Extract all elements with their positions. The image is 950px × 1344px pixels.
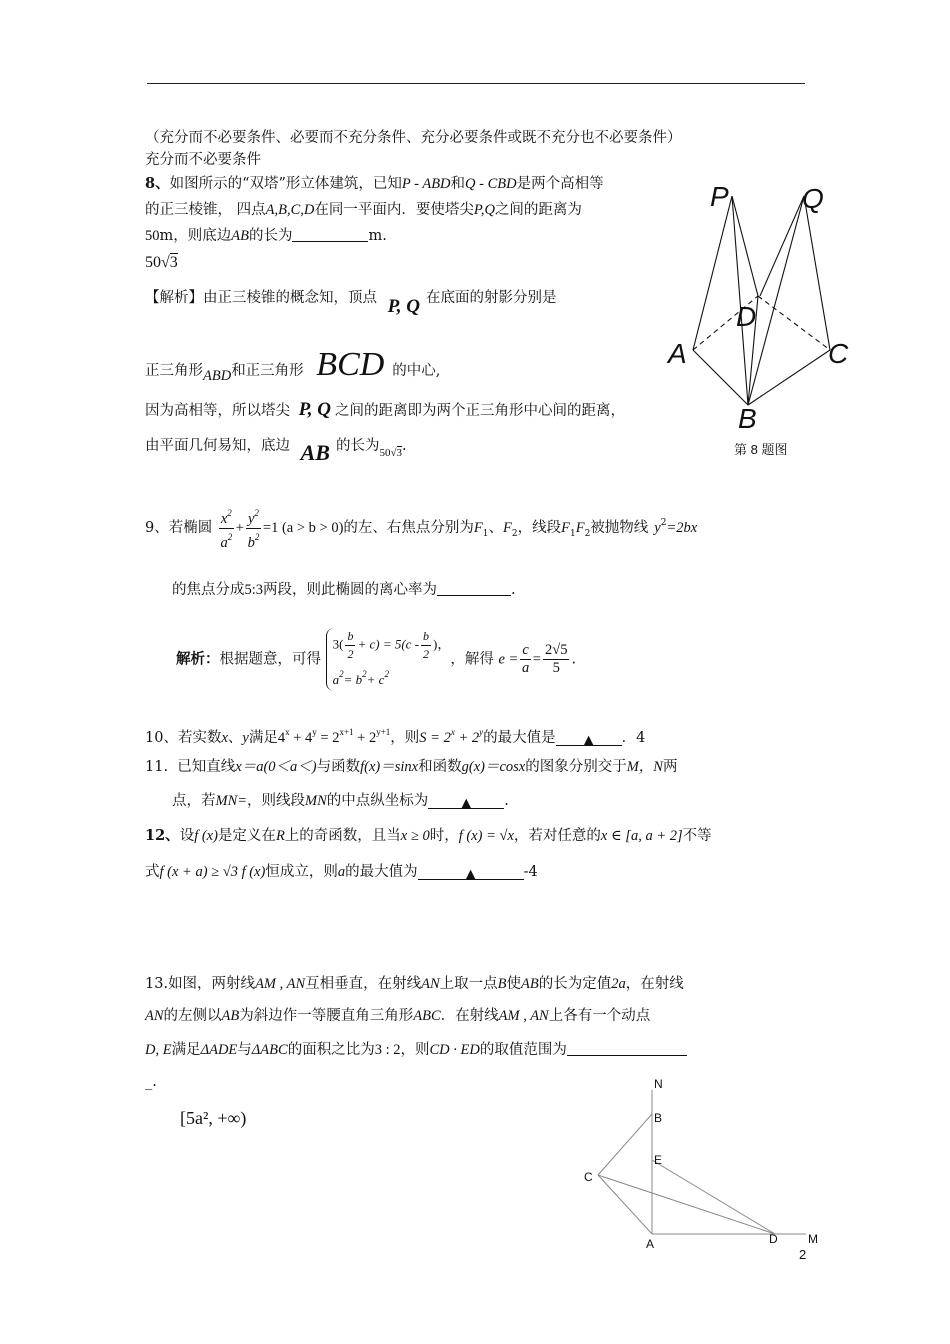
q13-label-n: N <box>654 1077 663 1091</box>
q8-solution-pq: P, Q <box>387 296 420 317</box>
q9-f2: F <box>503 520 512 536</box>
q8-solution-pq: P, Q <box>298 399 331 420</box>
q13-label-a: A <box>646 1237 655 1251</box>
q8-distance: 50 <box>145 228 160 244</box>
q8-solution-text: 因为高相等，所以塔尖 <box>145 403 290 419</box>
q8-text: 和 <box>450 176 466 192</box>
q9-condition: =1 (a > b > 0) <box>262 520 344 536</box>
q9-ratio: 5:3 <box>244 582 264 598</box>
q8-label-b: B <box>738 403 757 434</box>
q13-label-c: C <box>584 1170 593 1184</box>
q9-number: 9、 <box>145 520 169 536</box>
q9-answer-blank[interactable] <box>437 581 511 596</box>
q8-ab: AB <box>231 228 249 244</box>
q8-label-q: Q <box>802 183 824 214</box>
edge-pa <box>693 196 732 350</box>
q8-answer-radicand: 3 <box>169 254 178 271</box>
q7-options: （充分而不必要条件、必要而不充分条件、充分必要条件或既不充分也不必要条件） <box>145 130 682 146</box>
q8-pyramid-q: Q - CBD <box>465 176 517 192</box>
q10-text: 的最大值是 <box>483 730 556 746</box>
header-rule <box>147 83 805 84</box>
q8-line2 <box>145 200 582 220</box>
q9-eq1: 3( $\frac{b}{2}$ + c) = 5(c - $\frac{b}{2}$ )， <box>332 629 451 661</box>
q8-text: 的长为 <box>248 228 293 244</box>
q8-text: 是两个高相等 <box>516 176 604 192</box>
q10-text: 若实数 <box>177 730 222 746</box>
q13-line1: 13.如图，两射线AM , AN互相垂直，在射线AN上取一点B使AB的长为定值2a，在射线 <box>145 976 684 992</box>
q8-line3 <box>145 226 387 246</box>
q9-system <box>326 628 451 691</box>
q8-text: m. <box>368 228 387 244</box>
q10-equation: $4^x + 4^y = 2^{x+1} + 2^{y+1}$ <box>277 727 391 746</box>
q11-line-eq: x＝a(0＜a＜) <box>235 759 317 775</box>
q8-solution-line4 <box>145 436 407 463</box>
q9-line1: 9、若椭圆 $\frac{x^2}{a^2}$ + $\frac{y^2}{b^2}$ =1 (a > b > 0)的左、右焦点分别为$F_1$、$F_2$，线段$F_1F_2$被抛物线 $y^2=2bx$ <box>145 503 697 554</box>
q9-frac-y: $\frac{y^2}{b^2}$ <box>246 505 261 552</box>
q9-f1: F <box>473 520 483 536</box>
q8-solution-ab: AB <box>300 440 330 465</box>
q13-line2: AN的左侧以AB为斜边作一等腰直角三角形ABC．在射线AM , AN上各有一个动点 <box>145 1008 651 1024</box>
q13-label-d: D <box>769 1232 778 1246</box>
q13-line3: D, E满足ΔADE与ΔABC的面积之比为3 : 2，则CD · ED的取值范围为 <box>145 1040 687 1060</box>
q8-solution-text: 和正三角形 <box>231 363 304 379</box>
q9-text: 被抛物线 <box>590 520 649 536</box>
q12-line2: 式f (x + a) ≥ √3 f (x)恒成立，则a的最大值为 ▲ -4 <box>145 864 538 882</box>
q8-answer-sqrt: √ <box>161 254 170 271</box>
page-number: 2 <box>799 1247 807 1262</box>
q8-solution-text: 正三角形 <box>145 363 203 379</box>
q8-solution-value: 50 <box>379 447 391 459</box>
edge-qd <box>760 196 804 296</box>
q9-e: e = <box>498 651 519 668</box>
edge-dc <box>758 296 830 350</box>
q8-solution-line2 <box>145 346 440 395</box>
q11-gx: g(x)＝cosx <box>461 759 526 775</box>
q9-e-value: $\frac{2√5}{5}$ <box>544 642 568 676</box>
q8-apexes: P,Q <box>473 202 495 218</box>
q13-line4: _. <box>145 1074 157 1090</box>
q8-text: 在同一平面内．要使塔尖 <box>314 202 474 218</box>
q8-text: m，则底边 <box>159 228 232 244</box>
q13-label-m: M <box>808 1232 818 1246</box>
q10-number: 10、 <box>145 730 178 746</box>
q9-text: 的焦点分成 <box>172 582 245 598</box>
q10-answer-blank[interactable]: ▲ <box>556 731 622 746</box>
q8-figure <box>660 178 860 473</box>
q7-answer: 充分而不必要条件 <box>145 152 261 168</box>
q10-answer: ．4 <box>621 730 646 746</box>
q8-answer-coef: 50 <box>145 254 161 271</box>
q8-solution-text: 的中心, <box>392 363 441 379</box>
q10-s: $S = 2^x + 2^y$ <box>419 727 484 746</box>
q8-solution-text: 之间的距离即为两个正三角形中心间的距离， <box>335 403 625 419</box>
q10-line: 10、若实数x、y满足$4^x + 4^y = 2^{x+1} + 2^{y+1}$，则$S = 2^x + 2^y$的最大值是 ▲ ．4 <box>145 727 646 748</box>
q8-answer-blank[interactable] <box>292 227 368 242</box>
q9-solution-label: 解析： <box>176 650 220 668</box>
q8-solution-text: 由平面几何易知，底边 <box>145 438 290 454</box>
q9-parabola: y <box>654 520 661 536</box>
q9-solution-text: 根据题意，可得 <box>219 651 321 668</box>
q8-label-a: A <box>668 338 687 369</box>
q10-text: 满足 <box>248 730 278 746</box>
q10-text: ，则 <box>390 730 420 746</box>
q9-text: ，线段 <box>517 520 562 536</box>
q11-number: 11. <box>145 759 169 775</box>
q8-solution-line1 <box>145 288 557 317</box>
q8-solution-label: 【解析】 <box>145 290 203 306</box>
edge-ab <box>693 350 748 405</box>
q8-line1 <box>145 174 604 194</box>
q8-solution-sqrt: √ <box>390 447 397 459</box>
q11-line1: 11. 已知直线x＝a(0＜a＜)与函数f(x)＝sinx和函数g(x)＝cosx的图象分别交于M，N两 <box>145 759 678 775</box>
q9-line2: 的焦点分成5:3两段，则此椭圆的离心率为 . <box>172 582 516 598</box>
q9-f1f2: F <box>561 520 570 536</box>
q8-text: 之间的距离为 <box>494 202 582 218</box>
q8-solution-line3 <box>145 400 625 421</box>
q8-label-c: C <box>828 338 849 369</box>
q9-solution: 解析：根据题意，可得 3( $\frac{b}{2}$ + c) = 5(c - $\frac{b}{2}$ )， $a^2= b^2+ c^2$ ，解得 e = $\frac{c}{a}$ = $\frac{2√5}{5}$ . <box>176 628 576 691</box>
q8-solution-text: 由正三棱锥的概念知，顶点 <box>203 290 377 306</box>
q11-answer-blank[interactable]: ▲ <box>428 794 504 809</box>
q9-solution-text: ，解得 <box>450 651 494 668</box>
q13-answer-blank[interactable] <box>567 1041 687 1056</box>
q8-pyramid-p: P - ABD <box>401 176 451 192</box>
q13-figure <box>580 1074 830 1274</box>
q8-text: 的正三棱锥， 四点 <box>145 202 266 218</box>
q9-text: 两段，则此椭圆的离心率为 <box>263 582 438 598</box>
q8-solution-text: 的长为 <box>335 438 380 454</box>
q11-line2: 点，若MN=，则线段MN的中点纵坐标为 ▲ . <box>172 793 509 811</box>
seg-ed <box>652 1160 775 1234</box>
q8-label-p: P <box>710 181 729 212</box>
q8-text: 如图所示的“双塔”形立体建筑，已知 <box>169 176 402 192</box>
q8-points: A,B,C,D <box>265 202 315 218</box>
q8-number: 8、 <box>145 175 170 192</box>
q12-answer: -4 <box>523 864 538 880</box>
q13-answer: [5a², +∞) <box>180 1108 247 1128</box>
q8-solution-text: . <box>402 438 407 454</box>
q13-label-b: B <box>654 1111 663 1125</box>
q11-fx: f(x)＝sinx <box>360 759 419 775</box>
q12-line1: 12、设f (x)是定义在R上的奇函数，且当x ≥ 0时，f (x) = √x，若对任意的x ∈ [a, a + 2]不等 <box>145 827 712 844</box>
edge-qc <box>804 196 830 350</box>
q9-text: 若椭圆 <box>168 520 213 536</box>
q8-solution-radicand: 3 <box>396 447 403 459</box>
q8-figure-caption: 第 8 题图 <box>734 442 788 457</box>
q8-solution-abd: ABD <box>203 368 232 384</box>
q8-answer <box>145 252 178 273</box>
q13-label-e: E <box>654 1153 663 1167</box>
seg-bc <box>598 1114 652 1175</box>
q9-frac-x: $\frac{x^2}{a^2}$ <box>219 505 234 552</box>
q12-answer-blank[interactable]: ▲ <box>418 865 524 880</box>
q8-solution-text: 在底面的射影分别是 <box>426 290 557 306</box>
q9-eq2: $a^2= b^2+ c^2$ <box>332 669 389 687</box>
q9-text: 的左、右焦点分别为 <box>343 520 474 536</box>
q12-number: 12、 <box>145 827 180 844</box>
q8-label-d: D <box>736 301 757 332</box>
q8-solution-bcd: BCD <box>316 346 385 383</box>
